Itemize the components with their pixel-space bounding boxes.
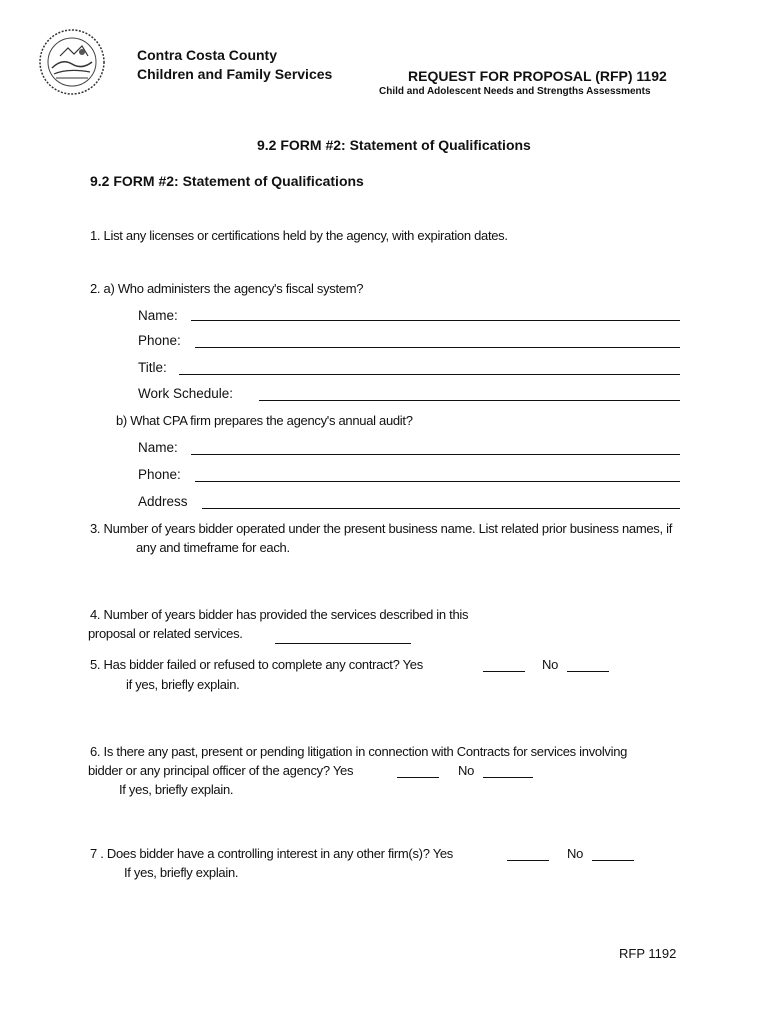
q7-no-label: No: [567, 846, 584, 861]
q2a-title-label: Title:: [138, 360, 167, 375]
q2a-work-schedule-field[interactable]: [259, 400, 680, 401]
q6-no-label: No: [458, 763, 475, 778]
q7-no-field[interactable]: [592, 860, 634, 861]
org-name-line2: Children and Family Services: [137, 66, 333, 82]
q2a-name-label: Name:: [138, 308, 178, 323]
question-5-line2: if yes, briefly explain.: [126, 677, 240, 692]
question-7-line2: If yes, briefly explain.: [124, 865, 239, 880]
q4-years-field[interactable]: [275, 643, 411, 644]
question-2a: 2. a) Who administers the agency's fiscal system?: [90, 281, 364, 296]
question-6-line2: bidder or any principal officer of the agency? Yes: [88, 763, 354, 778]
form-heading-center: 9.2 FORM #2: Statement of Qualifications: [257, 137, 531, 153]
q2b-name-label: Name:: [138, 440, 178, 455]
question-6-line1: 6. Is there any past, present or pending litigation in connection with Contracts for services involving: [90, 744, 628, 759]
question-2b: b) What CPA firm prepares the agency's annual audit?: [116, 413, 413, 428]
q2b-phone-field[interactable]: [195, 481, 680, 482]
q5-no-field[interactable]: [567, 671, 609, 672]
q5-no-label: No: [542, 657, 559, 672]
q2a-name-field[interactable]: [191, 320, 680, 321]
question-7-line1: 7 . Does bidder have a controlling interest in any other firm(s)? Yes: [90, 846, 454, 861]
form-heading-left: 9.2 FORM #2: Statement of Qualifications: [90, 173, 364, 189]
question-6-line3: If yes, briefly explain.: [119, 782, 234, 797]
q2a-title-field[interactable]: [179, 374, 680, 375]
q7-yes-field[interactable]: [507, 860, 549, 861]
q6-yes-field[interactable]: [397, 777, 439, 778]
question-4-line1: 4. Number of years bidder has provided the services described in this: [90, 607, 469, 622]
question-1: 1. List any licenses or certifications held by the agency, with expiration dates.: [90, 228, 508, 243]
q5-yes-field[interactable]: [483, 671, 525, 672]
question-4-line2: proposal or related services.: [88, 626, 243, 641]
county-seal-icon: [38, 28, 106, 96]
rfp-subtitle: Child and Adolescent Needs and Strengths Assessments: [379, 86, 651, 97]
q2a-phone-field[interactable]: [195, 347, 680, 348]
q2b-address-label: Address: [138, 494, 188, 509]
q2a-phone-label: Phone:: [138, 333, 181, 348]
question-5-line1: 5. Has bidder failed or refused to complete any contract? Yes: [90, 657, 423, 672]
org-name-line1: Contra Costa County: [137, 47, 277, 63]
footer-rfp-number: RFP 1192: [619, 946, 677, 961]
q2b-address-field[interactable]: [202, 508, 680, 509]
q2b-phone-label: Phone:: [138, 467, 181, 482]
rfp-title: REQUEST FOR PROPOSAL (RFP) 1192: [408, 68, 667, 84]
question-3-line2: any and timeframe for each.: [136, 540, 290, 555]
q2a-work-schedule-label: Work Schedule:: [138, 386, 234, 401]
question-3-line1: 3. Number of years bidder operated under the present business name. List related prior business names, if: [90, 521, 673, 536]
q2b-name-field[interactable]: [191, 454, 680, 455]
q6-no-field[interactable]: [483, 777, 533, 778]
